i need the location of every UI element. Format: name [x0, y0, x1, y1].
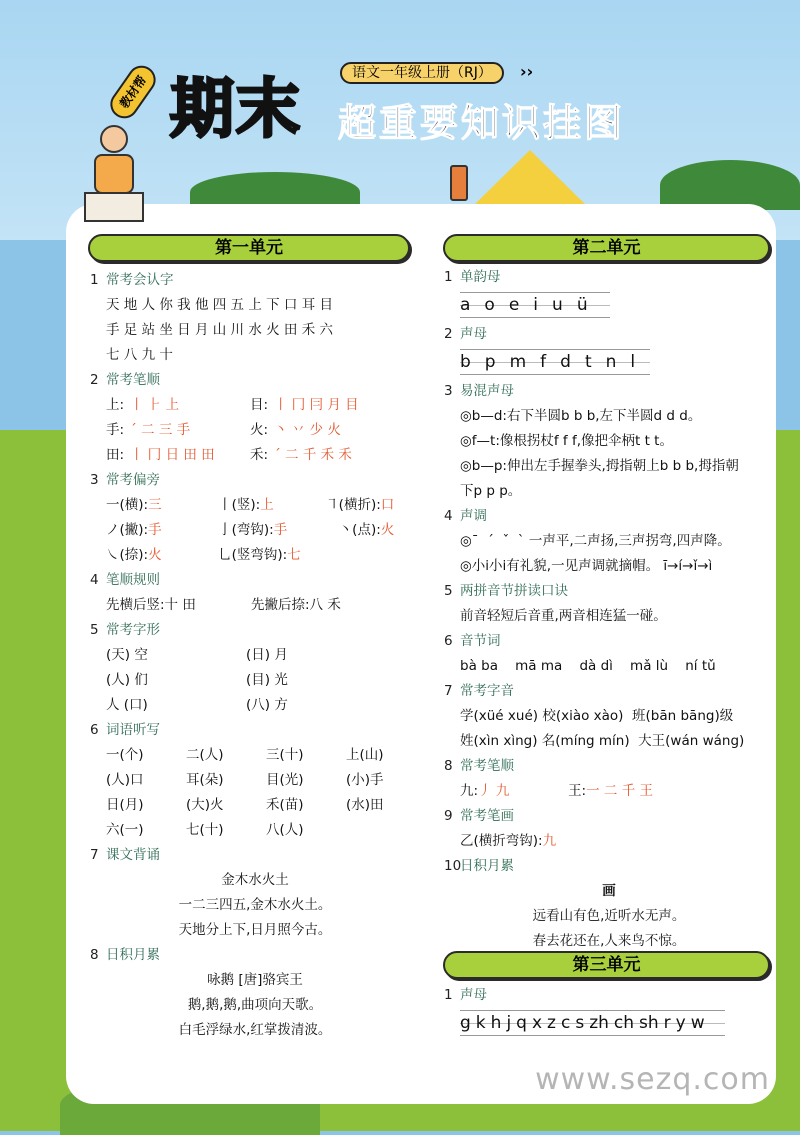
stroke-sequence: 九: [542, 833, 557, 849]
content-cell: 先撇后捺:八 禾: [251, 597, 341, 613]
section-number: 5: [90, 622, 99, 638]
pinyin-letter: r: [663, 1013, 671, 1033]
pinyin-letter: q: [516, 1013, 527, 1033]
section-heading: [444, 265, 774, 290]
content-cell: ㇏(捺):: [106, 547, 149, 563]
content-cell: 目:: [250, 397, 269, 413]
content-cell: 火: [148, 547, 162, 563]
section-heading: [90, 718, 420, 743]
content-line: ◎b—d:右下半圆b b b,左下半圆d d d。: [460, 408, 702, 424]
content-cell: 上:: [106, 397, 125, 413]
pinyin-letter: ü: [576, 295, 588, 315]
section-heading: [90, 568, 420, 593]
poem-line: 鹅,鹅,鹅,曲项向天歌。: [187, 997, 323, 1013]
pinyin-letter: c: [560, 1013, 571, 1033]
pinyin-letter: m: [509, 352, 527, 372]
content-cell: (人)口: [106, 772, 144, 788]
pinyin-writing-lines: [460, 349, 650, 375]
section-title: 常考字音: [460, 683, 514, 699]
section-number: 3: [444, 383, 453, 399]
poem-line: 远看山有色,近听水无声。: [532, 908, 686, 924]
content-row: [90, 643, 420, 668]
stroke-char: 乙(横折弯钩):: [460, 833, 543, 849]
content-cell: 上: [260, 497, 274, 513]
section-number: 7: [444, 683, 453, 699]
watermark: www.sezq.com: [535, 1062, 770, 1097]
pinyin-letter: x: [531, 1013, 543, 1033]
section-title: 易混声母: [460, 383, 514, 399]
section-title: 音节词: [460, 633, 501, 649]
content-row: [90, 318, 420, 343]
section-heading: [444, 579, 774, 604]
poem-line: 金木水火土: [221, 872, 289, 888]
content-cell: (大)火: [186, 797, 224, 813]
section-heading: [444, 322, 774, 347]
content-cell: 三: [148, 497, 162, 513]
content-line: ◎ˉ ˊ ˇ ˋ 一声平,二声扬,三声拐弯,四声降。: [460, 533, 731, 549]
content-cell: (日) 月: [246, 647, 288, 663]
section-heading: [444, 379, 774, 404]
content-line: bà ba mā ma dà dì mǎ lù ní tǔ: [460, 658, 716, 674]
lantern-icon: [450, 165, 468, 201]
content-cell: 耳(朵): [186, 772, 224, 788]
pinyin-letter: w: [690, 1013, 705, 1033]
subtitle-badge: 语文一年级上册（RJ）: [340, 62, 504, 84]
pinyin-letter: ch: [613, 1013, 635, 1033]
section-number: 9: [444, 808, 453, 824]
section-title: 两拼音节拼读口诀: [460, 583, 568, 599]
content-cell: 手:: [106, 422, 125, 438]
content-cell: 人 (口): [106, 697, 148, 713]
content-line: 姓(xìn xìng) 名(míng mín) 大王(wán wáng): [460, 733, 745, 749]
content-cell: 禾:: [250, 447, 269, 463]
section-number: 6: [90, 722, 99, 738]
content-cell: 禾(苗): [266, 797, 304, 813]
content-cell: 手: [148, 522, 162, 538]
section-number: 10: [444, 858, 462, 874]
content-line: 前音轻短后音重,两音相连猛一碰。: [460, 608, 667, 624]
content-row: [90, 493, 420, 518]
content-row: [90, 693, 420, 718]
unit-3-content: [444, 983, 774, 1040]
section-number: 1: [90, 272, 99, 288]
pinyin-letter: z: [547, 1013, 556, 1033]
content-cell: 日(月): [106, 797, 144, 813]
poem-line: 白毛浮绿水,红掌拨清波。: [178, 1022, 332, 1038]
section-title: 词语听写: [106, 722, 160, 738]
content-cell: (水)田: [346, 797, 384, 813]
section-number: 4: [444, 508, 453, 524]
stroke-sequence: 一 二 千 王: [586, 783, 653, 799]
tent-icon: [475, 150, 585, 204]
content-cell: (天) 空: [106, 647, 148, 663]
section-heading: [444, 679, 774, 704]
section-number: 2: [444, 326, 453, 342]
unit-1-content: [90, 268, 420, 1043]
content-row: [90, 343, 420, 368]
pinyin-letter: k: [475, 1013, 486, 1033]
content-cell: 亅(弯钩):: [218, 522, 274, 538]
pinyin-letter: y: [675, 1013, 686, 1033]
content-line: ◎小i小i有礼貌,一见声调就摘帽。 ī→í→ǐ→ì: [460, 558, 713, 574]
section-title: 笔顺规则: [106, 572, 160, 588]
section-title: 常考会认字: [106, 272, 174, 288]
content-row: [90, 668, 420, 693]
section-number: 1: [444, 269, 453, 285]
content-row: [90, 743, 420, 768]
section-heading: [444, 804, 774, 829]
content-cell: ノ(撇):: [106, 522, 149, 538]
section-number: 5: [444, 583, 453, 599]
content-cell: 六(一): [106, 822, 144, 838]
section-number: 8: [90, 947, 99, 963]
pinyin-letter: sh: [639, 1013, 659, 1033]
pinyin-writing-lines: [460, 292, 610, 318]
pinyin-letter: o: [484, 295, 495, 315]
content-cell: 先横后竖:十 田: [106, 597, 196, 613]
poem-line: 春去花还在,人来鸟不惊。: [532, 933, 686, 949]
poem-line: 咏鹅 [唐]骆宾王: [207, 972, 303, 988]
content-cell: 丶(点):: [338, 522, 381, 538]
section-title: 日积月累: [106, 947, 160, 963]
content-row: [90, 793, 420, 818]
section-title: 常考笔顺: [106, 372, 160, 388]
content-cell: (目) 光: [246, 672, 288, 688]
content-row: [90, 518, 420, 543]
content-cell: ˊ 二 三 手: [130, 422, 191, 438]
content-cell: 丨 ⺊ 上: [130, 397, 180, 413]
stroke-char: 王:: [568, 783, 587, 799]
content-cell: 手: [273, 522, 288, 538]
content-row: [90, 593, 420, 618]
content-row: [90, 768, 420, 793]
pinyin-letter: t: [584, 352, 592, 372]
poem-line: 一二三四五,金木水火土。: [178, 897, 332, 913]
section-heading: [444, 629, 774, 654]
section-title: 声调: [460, 508, 487, 524]
section-title: 声母: [460, 326, 487, 342]
content-cell: 上(山): [346, 747, 384, 763]
content-cell: 七(十): [186, 822, 224, 838]
unit-1-header: 第一单元: [88, 234, 410, 262]
section-number: 3: [90, 472, 99, 488]
content-cell: 火:: [250, 422, 269, 438]
content-cell: 丨 冂 日 田 田: [130, 447, 215, 463]
content-row: [90, 393, 420, 418]
content-cell: 七: [287, 547, 301, 563]
section-number: 2: [90, 372, 99, 388]
poem-line: 画: [602, 883, 616, 899]
content-cell: 八(人): [266, 822, 304, 838]
section-number: 6: [444, 633, 453, 649]
section-title: 单韵母: [460, 269, 501, 285]
content-cell: (八) 方: [246, 697, 288, 713]
pinyin-letter: e: [508, 295, 520, 315]
section-heading: [444, 983, 774, 1008]
section-heading: [90, 468, 420, 493]
pinyin-letter: u: [552, 295, 563, 315]
pinyin-letter: j: [506, 1013, 512, 1033]
content-cell: 手 足 站 坐 日 月 山 川 水 火 田 禾 六: [106, 322, 333, 338]
unit-2-content: [444, 265, 774, 954]
section-title: 常考笔顺: [460, 758, 514, 774]
hill: [660, 160, 800, 210]
stroke-row: [444, 829, 774, 854]
pinyin-letter: d: [560, 352, 571, 372]
content-cell: 丨 冂 冃 月 目: [274, 397, 359, 413]
content-cell: 口: [380, 497, 395, 513]
section-heading: [90, 943, 420, 968]
content-line: ◎b—p:伸出左手握拳头,拇指朝上b b b,拇指朝: [460, 458, 739, 474]
section-number: 8: [444, 758, 453, 774]
content-cell: 丶 丷 少 火: [274, 422, 341, 438]
poem-line: 天地分上下,日月照今古。: [178, 922, 332, 938]
section-title: 常考笔画: [460, 808, 514, 824]
content-row: [90, 543, 420, 568]
content-row: [90, 818, 420, 843]
section-heading: [444, 754, 774, 779]
content-cell: 一(个): [106, 747, 144, 763]
section-title: 常考字形: [106, 622, 160, 638]
content-cell: 乚(竖弯钩):: [218, 547, 288, 563]
stroke-char: 九:: [460, 783, 479, 799]
pinyin-letter: zh: [589, 1013, 609, 1033]
unit-2-header: 第二单元: [443, 234, 770, 262]
title-big: 期末: [170, 73, 302, 147]
section-title: 课文背诵: [106, 847, 160, 863]
pinyin-writing-lines: [460, 1010, 725, 1036]
title-main: 超重要知识挂图: [338, 101, 626, 145]
content-cell: (小)手: [346, 772, 384, 788]
content-cell: 火: [380, 522, 395, 538]
child-illustration: [70, 120, 160, 230]
content-cell: 丨(竖):: [218, 497, 261, 513]
pinyin-letter: h: [490, 1013, 502, 1033]
content-cell: ˊ 二 千 禾 禾: [274, 447, 352, 463]
section-title: 日积月累: [460, 858, 514, 874]
content-row: [90, 418, 420, 443]
section-title: 声母: [460, 987, 487, 1003]
content-cell: 天 地 人 你 我 他 四 五 上 下 口 耳 目: [106, 297, 333, 313]
section-number: 1: [444, 987, 453, 1003]
pinyin-letter: s: [575, 1013, 585, 1033]
section-heading: [90, 268, 420, 293]
double-chevron-icon: ››: [520, 62, 534, 81]
section-heading: [444, 854, 774, 879]
content-row: [90, 293, 420, 318]
content-line: ◎f—t:像根拐杖f f f,像把伞柄t t t。: [460, 433, 673, 449]
pinyin-letter: i: [533, 295, 539, 315]
stroke-row: [444, 779, 774, 804]
section-heading: [444, 504, 774, 529]
content-line: 下p p p。: [460, 483, 522, 499]
section-heading: [90, 368, 420, 393]
section-number: 7: [90, 847, 99, 863]
pinyin-letter: g: [460, 1013, 471, 1033]
brand-tag: 教材帮: [105, 60, 161, 124]
section-heading: [90, 618, 420, 643]
content-cell: ㇕(横折):: [325, 497, 381, 513]
section-heading: [90, 843, 420, 868]
content-cell: 田:: [106, 447, 125, 463]
pinyin-letter: b: [460, 352, 471, 372]
pinyin-letter: n: [605, 352, 617, 372]
content-cell: 二(人): [186, 747, 224, 763]
content-line: 学(xüé xué) 校(xiào xào) 班(bān bāng)级: [460, 708, 734, 724]
content-cell: 目(光): [266, 772, 304, 788]
pinyin-letter: p: [484, 352, 496, 372]
pinyin-letter: l: [630, 352, 636, 372]
content-cell: 一(横):: [106, 497, 149, 513]
section-number: 4: [90, 572, 99, 588]
content-row: [90, 443, 420, 468]
stroke-sequence: 丿 九: [478, 783, 510, 799]
content-cell: (人) 们: [106, 672, 148, 688]
content-cell: 七 八 九 十: [106, 347, 173, 363]
unit-3-header: 第三单元: [443, 951, 770, 979]
section-title: 常考偏旁: [106, 472, 160, 488]
pinyin-letter: f: [540, 352, 547, 372]
content-cell: 三(十): [266, 747, 304, 763]
pinyin-letter: a: [460, 295, 471, 315]
